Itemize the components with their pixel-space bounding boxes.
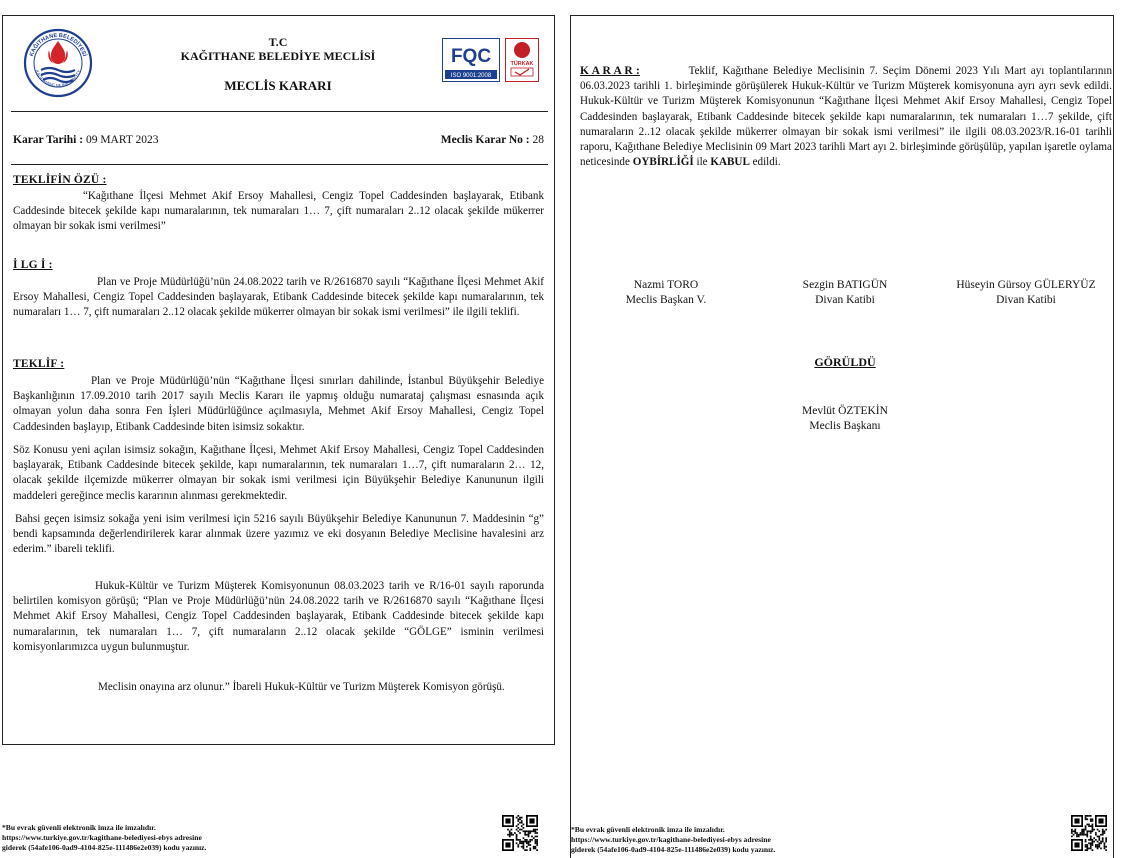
- tc-title: T.C: [268, 35, 288, 49]
- signature-1-title: Meclis Başkan V.: [625, 293, 707, 306]
- karar-ile: ile: [696, 156, 708, 169]
- esign-footer-1: [2, 823, 432, 854]
- logo-top-text: KAĞITHANE BELEDİYESİ: [28, 32, 88, 58]
- signature-2-name: Sezgin BATIGÜN: [802, 279, 888, 291]
- section-text-ozu: “Kağıthane İlçesi Mehmet Akif Ersoy Mahallesi, Cengiz Topel Caddesinden başlayarak, Etibank Caddesinde bitecek şekilde kapı numaralarının, tek numaraları 1… 7, çift numaraları 2..12 olacak şekilde mükerrer olmayan bir sokak ismi verilmesi”: [13, 190, 544, 233]
- signature-3-name: Hüseyin Gürsoy GÜLERYÜZ: [956, 279, 1096, 291]
- decision-date-value: 09 MART 2023: [85, 134, 159, 146]
- karar-text: Teklif, Kağıthane Belediye Meclisinin 7. Seçim Dönemi 2023 Yılı Mart ayı toplantılarının 06.03.2023 tarihli 1. birleşiminde görüşülerek Hukuk-Kültür ve Turizm Müşterek komisyonuna ayrı ayrı sevk edildi. Hukuk-Kültür ve Turizm Müşterek Komisyonunun “Kağıthane İlçesi Mehmet Akif Ersoy Mahallesi, Cengiz Topel Caddesinden başlayarak, Etibank Caddesinde bitecek şekilde kapı numaralarının, tek numaraları 1…7 şekilde, çift numaraların 2..12 olacak şekilde mükerrer olmayan bir sokak ismi verilmesi” ile ilgili 08.03.2023/R.16-01 tarihli raporu, Kağıthane Belediye Meclisinin 09 Mart 2023 tarihli Mart ayı 2. birleşiminde görüşülüp, yapılan işaretle oylama neticesinde: [580, 65, 1113, 169]
- section-text-ilgi: Plan ve Proje Müdürlüğü’nün 24.08.2022 tarih ve R/2616870 sayılı “Kağıthane İlçesi Mehmet Akif Ersoy Mahallesi, Cengiz Topel Caddesinden başlayarak, Etibank Caddesinde bitecek şekilde kapı numaralarının, tek numaraları 1… 7, çift numaraları 2..12 olacak şekilde mükerrer olmayan bir sokak ismi verilmesi” ile ilgili teklifi.: [13, 276, 544, 319]
- decision-number-value: 28: [532, 134, 544, 146]
- iso-text: ISO 9001:2008: [450, 73, 492, 79]
- section-label-ozu: TEKLİFİN ÖZÜ :: [13, 174, 107, 186]
- decision-date: [13, 134, 159, 146]
- section-label-teklif: TEKLİF :: [13, 358, 65, 370]
- signature-2-title: Divan Katibi: [815, 293, 875, 306]
- footer-line-2: https://www.turkiye.gov.tr/kagithane-belediyesi-ebys adresine: [2, 833, 202, 843]
- goruldu-label: GÖRÜLDÜ: [814, 355, 876, 369]
- teklif-paragraph-1: Plan ve Proje Müdürlüğü’nün “Kağıthane İlçesi sınırları dahilinde, İstanbul Büyükşehir Belediye Başkanlığının 17.09.2010 tarih 2017 sayılı Meclis Kararı ile yapmış olduğu numarataj çalışması esnasında açık olmayan yolun daha sonra Fen İşleri Müdürlüğünce açılmasıyla, Mehmet Akif Ersoy Mahallesi, Cengiz Topel Caddesinden başlayıp, Etibank Caddesinde biten isimsiz sokaktır.: [13, 375, 544, 433]
- qr-code-2: [1071, 815, 1107, 851]
- qr-code-1: [502, 815, 538, 851]
- karar-edildi: edildi.: [752, 156, 781, 169]
- karar-paragraph: [580, 64, 1112, 170]
- signature-1: [596, 278, 736, 307]
- signature-3-title: Divan Katibi: [996, 293, 1056, 306]
- approval-text: Meclisin onayına arz olunur.” İbareli Hukuk-Kültür ve Turizm Müşterek Komisyon görüşü.: [98, 681, 505, 693]
- council-title: KAĞITHANE BELEDİYE MECLİSİ: [180, 49, 376, 63]
- doc-type-title: MECLİS KARARI: [224, 78, 332, 93]
- footer-line-3: giderek (54afe106-0ad9-4104-825e-111486e2e039) kodu yazınız.: [2, 843, 207, 853]
- fqc-certificate-badge: [442, 38, 500, 82]
- teklif-paragraph-3: Bahsi geçen isimsiz sokağa yeni isim verilmesi için 5216 sayılı Büyükşehir Belediye Kanununun 7. Maddesinin “g” bendi kapsamında değerlendirilerek karar alınmak üzere yazımız ve eki dosyanın Belediye Meclisine havalesini arz ederim.” ibareli teklifi.: [13, 513, 544, 556]
- turkak-badge: [505, 38, 539, 82]
- municipality-logo: [23, 28, 93, 98]
- footer-line-1: *Bu evrak güvenli elektronik imza ile imzalıdır.: [571, 825, 725, 834]
- document-page-1: [2, 15, 555, 745]
- header-divider: [11, 111, 548, 112]
- teklif-paragraph-2: Söz Konusu yeni açılan isimsiz sokağın, Kağıthane İlçesi, Mehmet Akif Ersoy Mahallesi, Cengiz Topel Caddesinden başlayarak, Etibank Caddesinde bitecek şekilde, kapı numaralarının, tek numaraları 1…7, çift numaraların 2… 12, olacak şekilde ilçemizde mükerrer olmayan bir sokak ismi verilmesi için Büyükşehir Belediye Kanununun ilgili maddeleri gereğince meclis kararının alınması gerekmektedir.: [13, 444, 544, 502]
- karar-label: K A R A R :: [580, 65, 641, 77]
- signature-2: [775, 278, 915, 307]
- signature-1-name: Nazmi TORO: [633, 279, 699, 291]
- fqc-text: FQC: [450, 46, 492, 67]
- document-page-2: [570, 15, 1114, 858]
- decision-number-label: Meclis Karar No :: [440, 134, 530, 146]
- esign-footer-2: [571, 825, 1001, 856]
- footer-line-3: giderek (54afe106-0ad9-4104-825e-111486e2e039) kodu yazınız.: [571, 845, 776, 855]
- goruldu-title: Meclis Başkanı: [809, 419, 881, 432]
- section-label-ilgi: İ LG İ :: [13, 259, 53, 271]
- commission-opinion: Hukuk-Kültür ve Turizm Müşterek Komisyonunun 08.03.2023 tarih ve R/16-01 sayılı raporunda belirtilen komisyon görüşü; “Plan ve Proje Müdürlüğü’nün 24.08.2022 tarih ve R/2616870 sayılı “Kağıthane İlçesi Mehmet Akif Ersoy Mahallesi, Cengiz Topel Caddesinden başlayarak, Etibank Caddesinde bitecek şekilde kapı numaralarının, tek numaraları 1… 7, çift numaraların 2..12 olacak şekilde “GÖLGE” isminin verilmesi komisyonlarımızca uygun bulunmuştur.: [13, 580, 544, 653]
- footer-line-2: https://www.turkiye.gov.tr/kagithane-belediyesi-ebys adresine: [571, 835, 771, 845]
- logo-bottom-text: KAĞITHANE MUNICIPALITY: [34, 69, 82, 89]
- karar-oybirligi: OYBİRLİĞİ: [632, 156, 694, 169]
- turkak-text: TÜRKAK: [510, 61, 534, 67]
- meta-divider: [11, 164, 548, 165]
- signature-3: [941, 278, 1111, 307]
- decision-date-label: Karar Tarihi :: [13, 134, 84, 146]
- decision-number: [441, 134, 544, 146]
- goruldu-signature: [765, 404, 925, 433]
- goruldu-name: Mevlüt ÖZTEKİN: [802, 405, 888, 417]
- footer-line-1: *Bu evrak güvenli elektronik imza ile imzalıdır.: [2, 823, 156, 832]
- karar-kabul: KABUL: [710, 156, 750, 169]
